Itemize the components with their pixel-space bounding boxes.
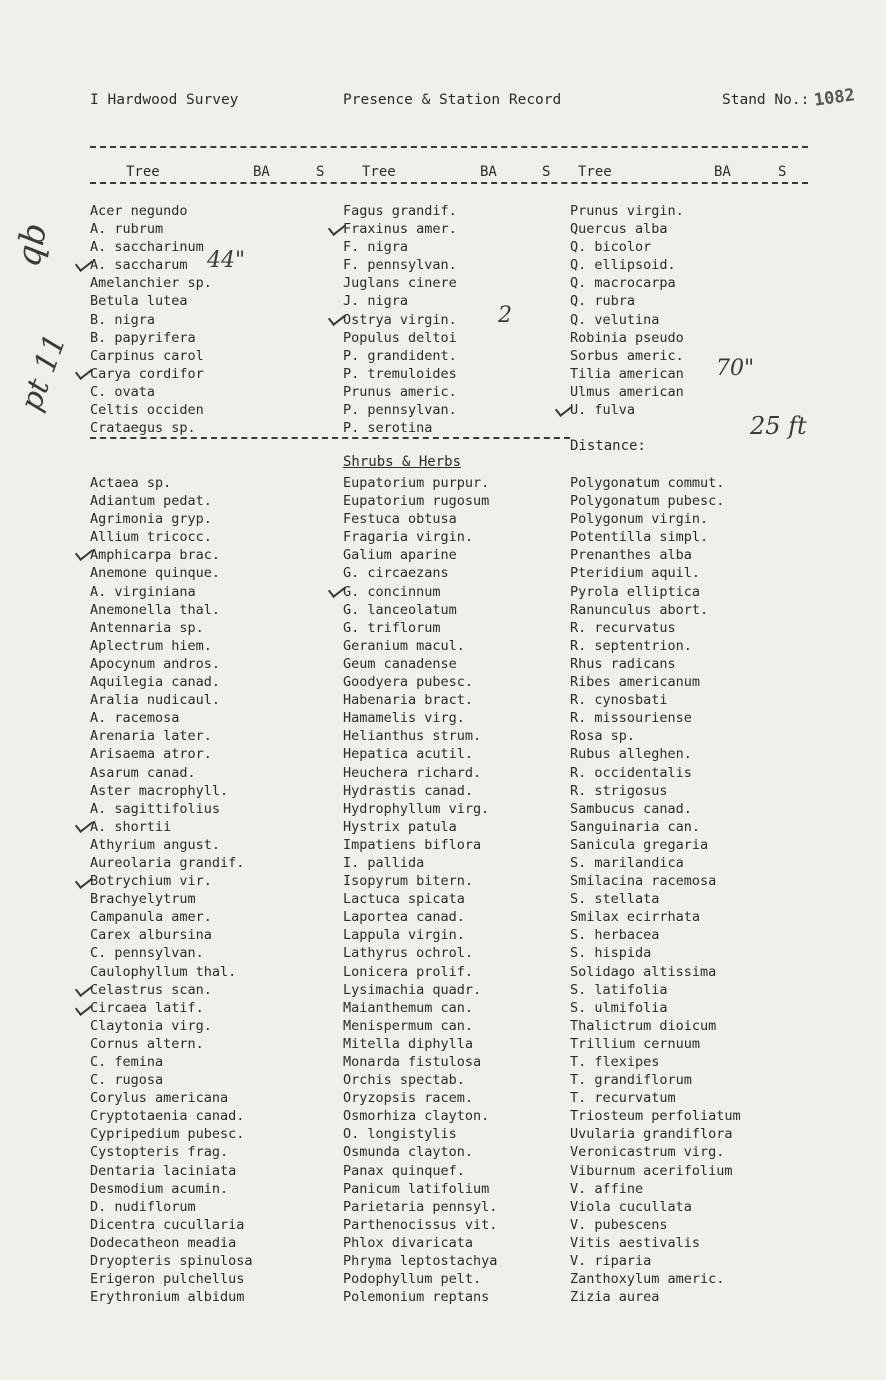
species-item: Fagus grandif.	[343, 203, 457, 219]
species-item: Geranium macul.	[343, 637, 465, 654]
species-item: Vitis aestivalis	[570, 1234, 701, 1251]
tree-col3-header: Tree	[578, 164, 612, 180]
species-item: Phlox divaricata	[343, 1234, 474, 1251]
species-item: Impatiens biflora	[343, 836, 482, 853]
species-item: Helianthus strum.	[343, 728, 482, 745]
species-item: Caulophyllum thal.	[90, 963, 237, 980]
species-item: D. nudiflorum	[90, 1198, 196, 1215]
species-item: S. stellata	[570, 891, 660, 908]
annotation-margin-top: qb	[8, 220, 56, 270]
herb-list-2	[343, 474, 497, 1306]
species-item: Zanthoxylum americ.	[570, 1271, 725, 1288]
species-item: Aureolaria grandif.	[90, 854, 245, 871]
species-item: S. ulmifolia	[570, 999, 668, 1016]
species-item: Celtis occiden	[90, 402, 204, 419]
species-item: Dryopteris spinulosa	[90, 1253, 253, 1270]
species-item: B. nigra	[90, 311, 156, 328]
s-col2-header: S	[542, 164, 551, 180]
species-item: Lactuca spicata	[343, 891, 465, 908]
species-item: Anemone quinque.	[90, 565, 221, 582]
species-item: Carya cordifor	[90, 365, 204, 382]
species-item: Botrychium vir.	[90, 873, 212, 890]
tree-list-2	[343, 202, 457, 437]
species-item: Hystrix patula	[343, 818, 457, 835]
species-item: Adiantum pedat.	[90, 493, 212, 510]
species-item: R. strigosus	[570, 782, 668, 799]
herb-list-1	[90, 474, 253, 1306]
species-item: G. concinnum	[343, 583, 441, 600]
species-item: Pteridium aquil.	[570, 565, 701, 582]
species-item: Claytonia virg.	[90, 1017, 212, 1034]
species-item: Anemonella thal.	[90, 601, 221, 618]
species-item: V. pubescens	[570, 1216, 668, 1233]
species-item: Lappula virgin.	[343, 927, 465, 944]
species-item: Polygonum virgin.	[570, 511, 709, 528]
species-item: Betula lutea	[90, 293, 188, 310]
species-item: Q. velutina	[570, 311, 660, 328]
species-item: Agrimonia gryp.	[90, 511, 212, 528]
species-item: Goodyera pubesc.	[343, 674, 474, 691]
species-item: Prunus americ.	[343, 383, 457, 400]
species-item: Q. ellipsoid.	[570, 257, 676, 274]
ba-col3-header: BA	[714, 164, 731, 180]
annotation-margin-bottom: pt 11	[13, 329, 74, 416]
species-item: Sambucus canad.	[570, 800, 692, 817]
species-item: Isopyrum bitern.	[343, 873, 474, 890]
species-item: R. recurvatus	[570, 619, 676, 636]
species-item: Fraxinus amer.	[343, 221, 457, 238]
species-item: C. femina	[90, 1054, 164, 1070]
species-item: V. affine	[570, 1180, 644, 1197]
species-item: Veronicastrum virg.	[570, 1144, 725, 1161]
species-item: Q. bicolor	[570, 239, 652, 256]
herb-list-3	[570, 474, 741, 1306]
species-item: Ostrya virgin.	[343, 311, 457, 328]
species-item: Maianthemum can.	[343, 999, 474, 1016]
species-item: Eupatorium purpur.	[343, 475, 490, 491]
species-item: Trillium cernuum	[570, 1035, 701, 1052]
stand-label: Stand No.:	[722, 92, 810, 108]
species-item: Juglans cinere	[343, 275, 457, 292]
species-item: Menispermum can.	[343, 1017, 474, 1034]
species-item: Sorbus americ.	[570, 347, 684, 364]
stand-number: 1082	[812, 85, 857, 111]
species-item: Acer negundo	[90, 203, 188, 219]
species-item: Podophyllum pelt.	[343, 1271, 482, 1288]
species-item: Lathyrus ochrol.	[343, 945, 474, 962]
species-item: A. shortii	[90, 818, 172, 835]
species-item: Triosteum perfoliatum	[570, 1108, 741, 1125]
form-title: I Hardwood Survey	[90, 92, 239, 108]
species-item: P. pennsylvan.	[343, 402, 457, 419]
species-item: Carpinus carol	[90, 347, 204, 364]
species-item: Zizia aurea	[570, 1289, 660, 1306]
species-item: R. septentrion.	[570, 637, 692, 654]
species-item: Hydrastis canad.	[343, 782, 474, 799]
species-item: Prunus virgin.	[570, 203, 684, 219]
species-item: Populus deltoi	[343, 329, 457, 346]
species-item: Brachyelytrum	[90, 891, 196, 908]
s-col1-header: S	[316, 164, 325, 180]
species-item: Osmunda clayton.	[343, 1144, 474, 1161]
species-item: Arisaema atror.	[90, 746, 212, 763]
species-item: C. ovata	[90, 383, 156, 400]
species-item: Quercus alba	[570, 221, 668, 238]
species-item: Oryzopsis racem.	[343, 1090, 474, 1107]
species-item: S. marilandica	[570, 854, 684, 871]
species-item: Dentaria laciniata	[90, 1162, 237, 1179]
tree-col2-header: Tree	[362, 164, 396, 180]
species-item: Aralia nudicaul.	[90, 692, 221, 709]
species-item: S. herbacea	[570, 927, 660, 944]
species-item: Celastrus scan.	[90, 981, 212, 998]
species-item: Dodecatheon meadia	[90, 1234, 237, 1251]
divider-top	[90, 146, 808, 148]
species-item: Crataegus sp.	[90, 420, 196, 437]
tree-col1-header: Tree	[126, 164, 160, 180]
species-item: Orchis spectab.	[343, 1072, 465, 1089]
species-item: O. longistylis	[343, 1126, 457, 1143]
species-item: G. triflorum	[343, 619, 441, 636]
divider-trees	[90, 437, 570, 439]
species-item: R. missouriense	[570, 710, 692, 727]
species-item: T. grandiflorum	[570, 1072, 692, 1089]
species-item: Robinia pseudo	[570, 329, 684, 346]
annotation-ostrya: 2	[498, 303, 512, 328]
species-item: Amelanchier sp.	[90, 275, 212, 292]
s-col3-header: S	[778, 164, 787, 180]
species-item: Smilacina racemosa	[570, 873, 717, 890]
annotation-saccharum: 44"	[207, 248, 246, 273]
species-item: A. virginiana	[90, 583, 196, 600]
species-item: Campanula amer.	[90, 909, 212, 926]
species-item: Eupatorium rugosum	[343, 493, 490, 510]
species-item: J. nigra	[343, 293, 409, 310]
ba-col2-header: BA	[480, 164, 497, 180]
species-item: S. hispida	[570, 945, 652, 962]
species-item: Solidago altissima	[570, 963, 717, 980]
species-item: Carex albursina	[90, 927, 212, 944]
species-item: Osmorhiza clayton.	[343, 1108, 490, 1125]
species-item: Viburnum acerifolium	[570, 1162, 733, 1179]
species-item: Polygonatum commut.	[570, 475, 725, 491]
species-item: C. pennsylvan.	[90, 945, 204, 962]
species-item: B. papyrifera	[90, 329, 196, 346]
species-item: Arenaria later.	[90, 728, 212, 745]
tree-list-3	[570, 202, 684, 419]
species-item: Allium tricocc.	[90, 529, 212, 546]
species-item: F. nigra	[343, 239, 409, 256]
species-item: Festuca obtusa	[343, 511, 457, 528]
species-item: Lysimachia quadr.	[343, 981, 482, 998]
species-item: Panax quinquef.	[343, 1162, 465, 1179]
species-item: Hamamelis virg.	[343, 710, 465, 727]
species-item: Rubus alleghen.	[570, 746, 692, 763]
shrubs-herbs-title: Shrubs & Herbs	[343, 454, 462, 470]
species-item: Potentilla simpl.	[570, 529, 709, 546]
species-item: Cornus altern.	[90, 1035, 204, 1052]
species-item: Amphicarpa brac.	[90, 547, 221, 564]
species-item: Parietaria pennsyl.	[343, 1198, 498, 1215]
species-item: Habenaria bract.	[343, 692, 474, 709]
species-item: Polemonium reptans	[343, 1289, 490, 1306]
species-item: P. tremuloides	[343, 365, 457, 382]
species-item: A. saccharinum	[90, 239, 204, 256]
species-item: Parthenocissus vit.	[343, 1216, 498, 1233]
species-item: Desmodium acumin.	[90, 1180, 229, 1197]
species-item: Aster macrophyll.	[90, 782, 229, 799]
species-item: Heuchera richard.	[343, 764, 482, 781]
species-item: Ranunculus abort.	[570, 601, 709, 618]
species-item: Q. macrocarpa	[570, 275, 676, 292]
species-item: Corylus americana	[90, 1090, 229, 1107]
species-item: Hepatica acutil.	[343, 746, 474, 763]
species-item: R. cynosbati	[570, 692, 668, 709]
species-item: Antennaria sp.	[90, 619, 204, 636]
species-item: Rhus radicans	[570, 655, 676, 672]
ba-col1-header: BA	[253, 164, 270, 180]
species-item: Fragaria virgin.	[343, 529, 474, 546]
species-item: Cystopteris frag.	[90, 1144, 229, 1161]
species-item: Dicentra cucullaria	[90, 1216, 245, 1233]
distance-label: Distance:	[570, 438, 646, 454]
species-item: Geum canadense	[343, 655, 457, 672]
species-item: A. saccharum	[90, 257, 188, 274]
species-item: Polygonatum pubesc.	[570, 493, 725, 510]
species-item: Panicum latifolium	[343, 1180, 490, 1197]
species-item: Circaea latif.	[90, 999, 204, 1016]
species-item: P. grandident.	[343, 347, 457, 364]
species-item: Ribes americanum	[570, 674, 701, 691]
form-subtitle: Presence & Station Record	[343, 92, 562, 108]
species-item: Phryma leptostachya	[343, 1253, 498, 1270]
species-item: A. racemosa	[90, 710, 180, 727]
species-item: Uvularia grandiflora	[570, 1126, 733, 1143]
species-item: Laportea canad.	[343, 909, 465, 926]
species-item: Cypripedium pubesc.	[90, 1126, 245, 1143]
species-item: Sanguinaria can.	[570, 818, 701, 835]
species-item: Q. rubra	[570, 293, 636, 310]
species-item: S. latifolia	[570, 981, 668, 998]
species-item: T. recurvatum	[570, 1090, 676, 1107]
species-item: Athyrium angust.	[90, 836, 221, 853]
species-item: Thalictrum dioicum	[570, 1017, 717, 1034]
annotation-distance: 25 ft	[750, 412, 807, 440]
species-item: Apocynum andros.	[90, 655, 221, 672]
species-item: Monarda fistulosa	[343, 1054, 482, 1070]
species-item: Actaea sp.	[90, 475, 172, 491]
species-item: Sanicula gregaria	[570, 836, 709, 853]
species-item: Pyrola elliptica	[570, 583, 701, 600]
species-item: Aplectrum hiem.	[90, 637, 212, 654]
species-item: Mitella diphylla	[343, 1035, 474, 1052]
species-item: G. circaezans	[343, 565, 449, 582]
species-item: I. pallida	[343, 854, 425, 871]
species-item: T. flexipes	[570, 1054, 660, 1070]
species-item: A. sagittifolius	[90, 800, 221, 817]
species-item: Aquilegia canad.	[90, 674, 221, 691]
species-item: Erigeron pulchellus	[90, 1271, 245, 1288]
species-item: Smilax ecirrhata	[570, 909, 701, 926]
species-item: G. lanceolatum	[343, 601, 457, 618]
species-item: Hydrophyllum virg.	[343, 800, 490, 817]
species-item: Viola cucullata	[570, 1198, 692, 1215]
species-item: V. riparia	[570, 1253, 652, 1270]
tree-list-1	[90, 202, 212, 437]
species-item: C. rugosa	[90, 1072, 164, 1089]
species-item: Lonicera prolif.	[343, 963, 474, 980]
species-item: R. occidentalis	[570, 764, 692, 781]
species-item: Prenanthes alba	[570, 547, 692, 564]
divider-header	[90, 182, 808, 184]
annotation-tilia: 70"	[716, 356, 755, 381]
species-item: Asarum canad.	[90, 764, 196, 781]
species-item: A. rubrum	[90, 221, 164, 238]
species-item: Cryptotaenia canad.	[90, 1108, 245, 1125]
species-item: Tilia american	[570, 365, 684, 382]
species-item: F. pennsylvan.	[343, 257, 457, 274]
species-item: Ulmus american	[570, 383, 684, 400]
species-item: Galium aparine	[343, 547, 457, 564]
species-item: U. fulva	[570, 402, 636, 419]
species-item: P. serotina	[343, 420, 433, 437]
species-item: Rosa sp.	[570, 728, 636, 745]
species-item: Erythronium albidum	[90, 1289, 245, 1306]
